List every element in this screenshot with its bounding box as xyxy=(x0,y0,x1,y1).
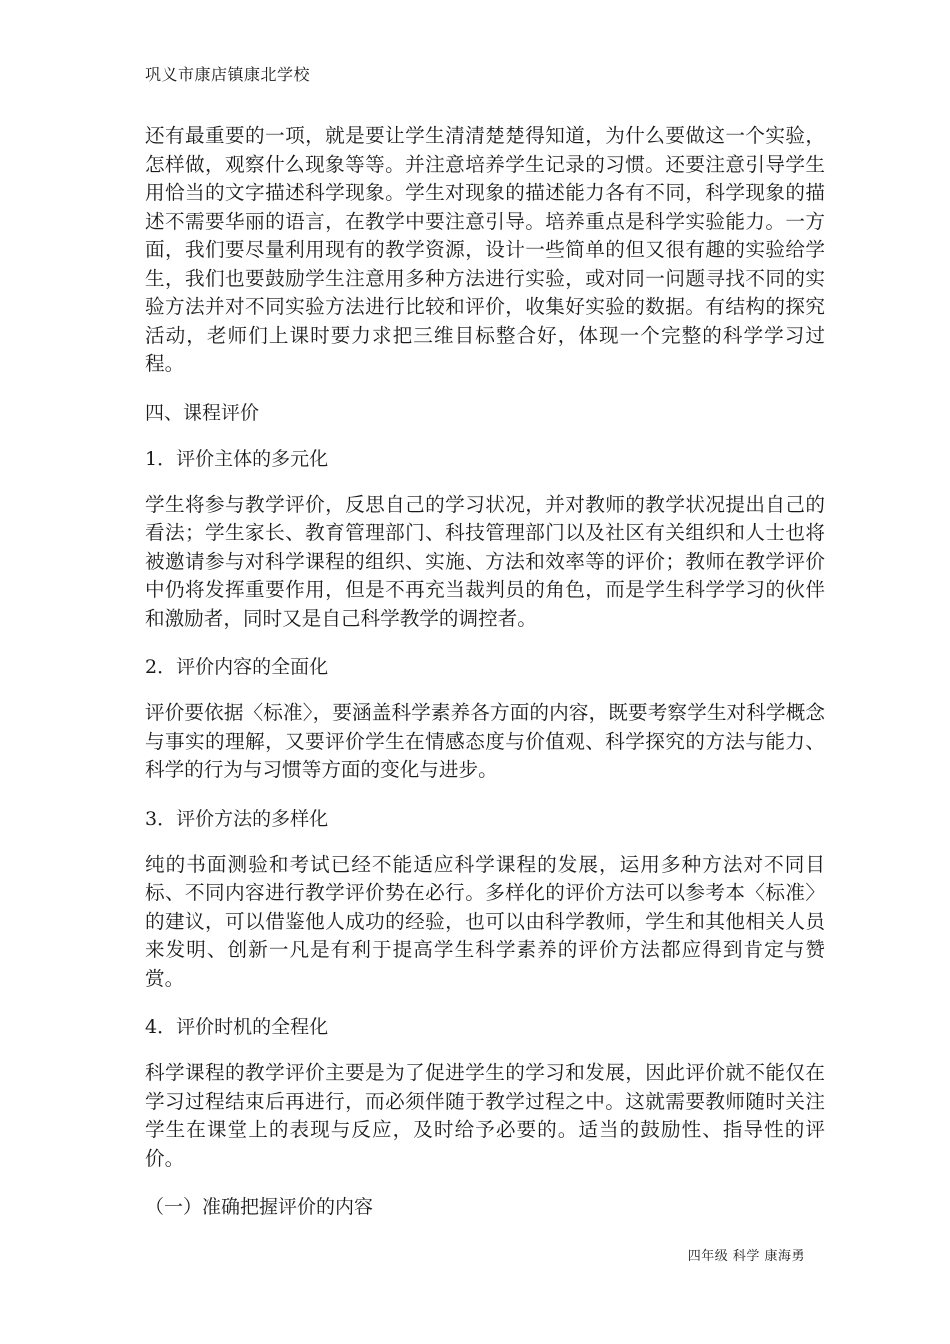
paragraph-diverse-methods: 纯的书面测验和考试已经不能适应科学课程的发展，运用多种方法对不同目标、不同内容进行教学评价势在必行。多样化的评价方法可以参考本〈标准〉的建议，可以借鉴他人成功的经验，也可以由科学教师，学生和其他相关人员来发明、创新一凡是有利于提高学生科学素养的评价方法都应得到肯定与赞赏。 xyxy=(145,852,825,990)
paragraph-diversified-subjects: 学生将参与教学评价，反思自己的学习状况，并对教师的教学状况提出自己的看法；学生家长、教育管理部门、科技管理部门以及社区有关组织和人士也将被邀请参与对科学课程的组织、实施、方法和效率等的评价；教师在教学评价中仍将发挥重要作用，但是不再充当裁判员的角色，而是学生科学学习的伙伴和激励者，同时又是自己科学教学的调控者。 xyxy=(145,492,825,630)
subheading-diverse-methods: 3．评价方法的多样化 xyxy=(145,807,329,830)
subheading-evaluation-content: （一）准确把握评价的内容 xyxy=(145,1196,374,1218)
paragraph-comprehensive-content: 评价要依据〈标准〉，要涵盖科学素养各方面的内容，既要考察学生对科学概念与事实的理解，又要评价学生在情感态度与价值观、科学探究的方法与能力、科学的行为与习惯等方面的变化与进步。 xyxy=(145,701,825,781)
subheading-diversified-subjects: 1．评价主体的多元化 xyxy=(145,447,329,470)
document-body xyxy=(145,122,825,1239)
subheading-comprehensive-content: 2．评价内容的全面化 xyxy=(145,656,329,678)
page-footer-info: 四年级 科学 康海勇 xyxy=(687,1249,805,1264)
paragraph-experiment-purpose: 还有最重要的一项，就是要让学生清清楚楚得知道，为什么要做这一个实验，怎样做，观察什么现象等等。并注意培养学生记录的习惯。还要注意引导学生用恰当的文字描述科学现象。学生对现象的描述能力各有不同，科学现象的描述不需要华丽的语言，在教学中要注意引导。培养重点是科学实验能力。一方面，我们要尽量利用现有的教学资源，设计一些简单的但又很有趣的实验给学生，我们也要鼓励学生注意用多种方法进行实验，或对同一问题寻找不同的实验方法并对不同实验方法进行比较和评价，收集好实验的数据。有结构的探究活动，老师们上课时要力求把三维目标整合好，体现一个完整的科学学习过程。 xyxy=(145,124,825,375)
paragraph-whole-process-timing: 科学课程的教学评价主要是为了促进学生的学习和发展，因此评价就不能仅在学习过程结束后再进行，而必须伴随于教学过程之中。这就需要教师随时关注学生在课堂上的表现与反应，及时给予必要的。适当的鼓励性、指导性的评价。 xyxy=(145,1061,825,1170)
page-header-school: 巩义市康店镇康北学校 xyxy=(145,65,311,84)
subheading-whole-process-timing: 4．评价时机的全程化 xyxy=(145,1016,329,1038)
section-heading-course-evaluation: 四、课程评价 xyxy=(145,401,260,424)
